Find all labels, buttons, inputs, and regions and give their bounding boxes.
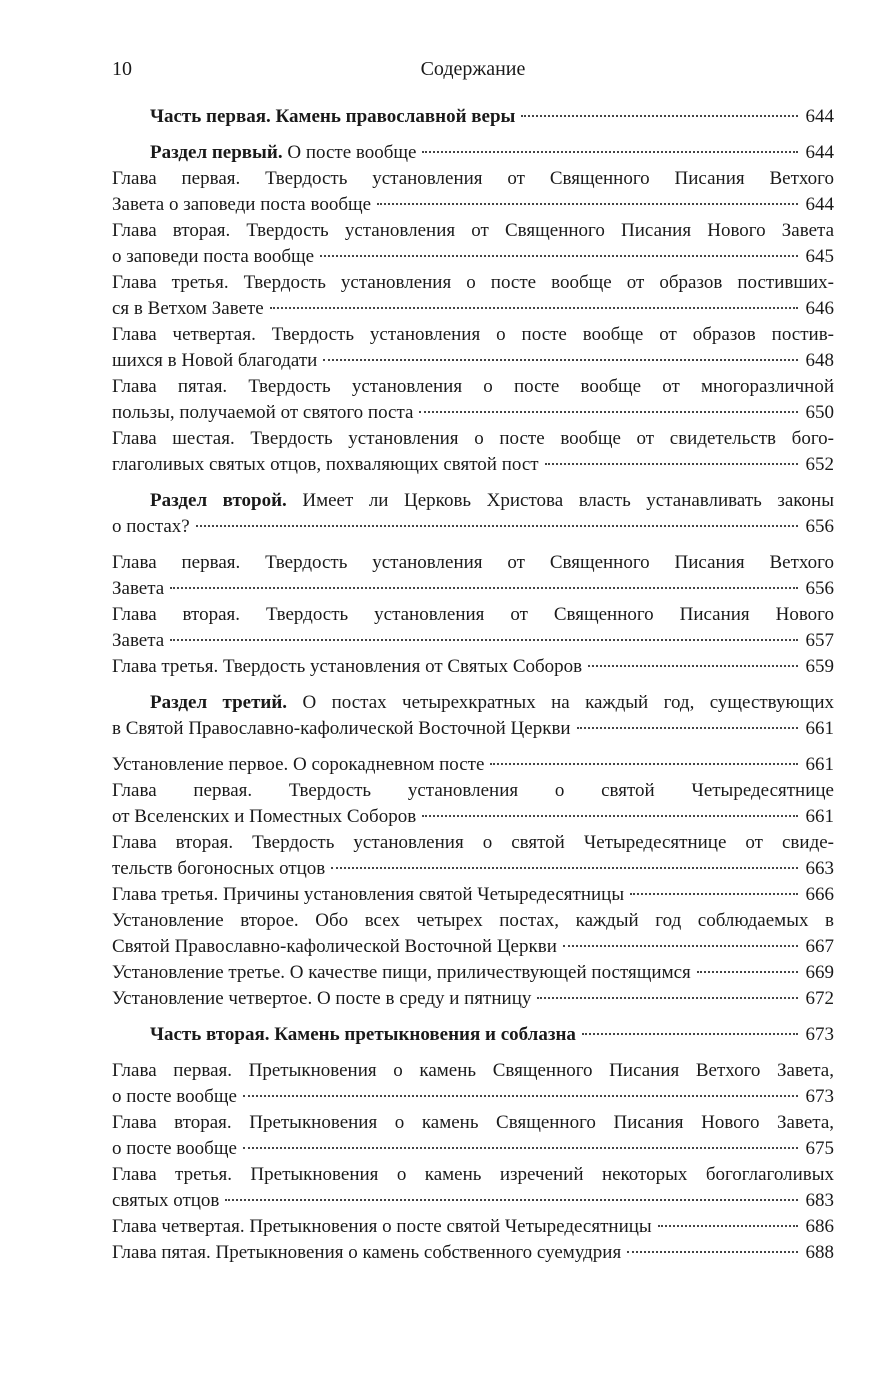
toc-entry-line [112, 778, 834, 804]
toc-entry-text [112, 1112, 834, 1133]
toc-entry-title: Глава вторая. Твердость установления о святой Четыредесятнице от свиде- [112, 832, 834, 853]
dot-leader [243, 1147, 798, 1149]
toc-entry-last-line [112, 752, 834, 778]
toc-entry-text [112, 1214, 652, 1240]
toc-page-number: 648 [805, 350, 834, 371]
toc-entry-text [112, 1164, 834, 1185]
toc-entry-title: Глава третья. Претыкновения о камень изречений некоторых богоглаголивых [112, 1164, 834, 1185]
toc-entry-title: Глава вторая. Претыкновения о камень Священного Писания Нового Завета, [112, 1112, 834, 1133]
toc-entry-title: Глава шестая. Твердость установления о посте вообще от свидетельств бого- [112, 428, 834, 449]
toc-entry-text [112, 1136, 237, 1162]
toc-entry-last-line [112, 400, 834, 426]
page-header [112, 58, 834, 88]
toc-entry-title: Установление четвертое. О посте в среду и пятницу [112, 988, 532, 1009]
toc-entry-title: Завета о заповеди поста вообще [112, 194, 372, 215]
dot-leader [577, 727, 798, 729]
toc-entry-text [112, 244, 314, 270]
dot-leader [323, 359, 798, 361]
toc-entry-text [112, 960, 691, 986]
toc-entry-text [112, 428, 834, 449]
toc-entry-text [150, 104, 515, 130]
toc-entry-last-line [112, 1022, 834, 1048]
toc-entry-title: Имеет ли Церковь Христова власть устанавливать законы [286, 490, 834, 511]
toc-entry-title: пользы, получаемой от святого поста [112, 402, 414, 423]
toc-entry-title: Глава пятая. Твердость установления о посте вообще от многоразличной [112, 376, 834, 397]
toc-entry-last-line [112, 514, 834, 540]
toc-page-number: 669 [805, 962, 834, 983]
toc-entry-line [112, 488, 834, 514]
toc-page-number: 683 [805, 1190, 834, 1211]
toc-entry-title: Глава вторая. Твердость установления от Священного Писания Нового [112, 604, 834, 625]
toc-entry-title: Глава первая. Претыкновения о камень Священного Писания Ветхого Завета, [112, 1060, 834, 1081]
toc-entry-chapter [112, 322, 834, 374]
toc-entry-text [112, 752, 484, 778]
toc-entry-line [112, 426, 834, 452]
toc-page-number: 663 [805, 858, 834, 879]
toc-entry-title: Установление первое. О сорокадневном посте [112, 754, 485, 775]
toc-entry-text [112, 1084, 237, 1110]
toc-entry-text [112, 400, 413, 426]
toc-entry-title: от Вселенских и Поместных Соборов [112, 806, 417, 827]
toc-entry-bold-label: Часть первая. Камень православной веры [150, 106, 516, 127]
toc-entry-line [112, 602, 834, 628]
toc-entry-line [112, 1162, 834, 1188]
toc-entry-text [112, 552, 834, 573]
toc-entry-last-line [112, 1188, 834, 1214]
toc-entry-title: Завета [112, 630, 165, 651]
toc-entry-last-line [112, 244, 834, 270]
dot-leader [521, 115, 798, 117]
toc-entry-text [112, 882, 624, 908]
toc-entry-title: Глава вторая. Твердость установления от Священного Писания Нового Завета [112, 220, 834, 241]
toc-entry-chapter [112, 426, 834, 478]
toc-page-number: 657 [805, 630, 834, 651]
toc-entry-chapter [112, 908, 834, 960]
dot-leader [331, 867, 798, 869]
toc-entry-line [112, 830, 834, 856]
dot-leader [422, 151, 798, 153]
dot-leader [630, 893, 798, 895]
toc-entry-section [112, 140, 834, 166]
toc-page-number: 656 [805, 516, 834, 537]
toc-entry-chapter [112, 1214, 834, 1240]
toc-entry-text [112, 452, 539, 478]
toc-entry-text [112, 934, 557, 960]
toc-entry-chapter [112, 830, 834, 882]
toc-page-number: 661 [805, 754, 834, 775]
toc-page-number: 646 [805, 298, 834, 319]
toc-entry-last-line [112, 1240, 834, 1266]
toc-entry-part [112, 1022, 834, 1048]
toc-entry-last-line [112, 140, 834, 166]
toc-entry-text [112, 324, 834, 345]
toc-page-number: 652 [805, 454, 834, 475]
dot-leader [627, 1251, 798, 1253]
toc-entry-text [112, 192, 371, 218]
dot-leader [270, 307, 798, 309]
toc-page-number: 667 [805, 936, 834, 957]
toc-entry-line [112, 908, 834, 934]
toc-entry-text [112, 1240, 621, 1266]
toc-entry-bold-label: Часть вторая. Камень претыкновения и соблазна [150, 1024, 576, 1045]
toc-entry-chapter [112, 654, 834, 680]
toc-entry-text [112, 220, 834, 241]
toc-entry-text [112, 376, 834, 397]
toc-entry-text [112, 780, 834, 801]
toc-entry-title: Глава пятая. Претыкновения о камень собственного суемудрия [112, 1242, 622, 1263]
toc-entry-section [112, 488, 834, 540]
toc-entry-section [112, 690, 834, 742]
dot-leader [225, 1199, 798, 1201]
toc-page-number: 645 [805, 246, 834, 267]
toc-entry-last-line [112, 654, 834, 680]
dot-leader [490, 763, 798, 765]
dot-leader [582, 1033, 798, 1035]
toc-entry-last-line [112, 934, 834, 960]
toc-entry-title: Глава первая. Твердость установления от Священного Писания Ветхого [112, 552, 834, 573]
dot-leader [563, 945, 798, 947]
dot-leader [588, 665, 798, 667]
toc-entry-title: О посте вообще [282, 142, 417, 163]
toc-entry-last-line [112, 296, 834, 322]
toc-entry-text [112, 910, 834, 931]
toc-entry-bold-label: Раздел третий. [150, 692, 288, 713]
toc-page-number: 661 [805, 806, 834, 827]
toc-entry-text [112, 654, 582, 680]
toc-page-number: 644 [805, 142, 834, 163]
toc-entry-text [112, 832, 834, 853]
toc-entry-line [112, 218, 834, 244]
toc-entry-chapter [112, 1162, 834, 1214]
toc-entry-last-line [112, 1136, 834, 1162]
toc-page-number: 644 [805, 106, 834, 127]
toc-entry-text [112, 514, 190, 540]
toc-entry-chapter [112, 960, 834, 986]
toc-entry-last-line [112, 628, 834, 654]
toc-entry-title: тельств богоносных отцов [112, 858, 326, 879]
toc-entry-bold-label: Раздел первый. [150, 142, 283, 163]
toc-entry-title: ся в Ветхом Завете [112, 298, 264, 319]
toc-entry-title: святых отцов [112, 1190, 220, 1211]
toc-entry-last-line [112, 960, 834, 986]
toc-entry-text [112, 986, 531, 1012]
page-number: 10 [112, 58, 132, 80]
toc-entry-text [112, 804, 416, 830]
toc-entry-title: Глава третья. Твердость установления о посте вообще от образов постивших- [112, 272, 834, 293]
toc-page-number: 661 [805, 718, 834, 739]
toc-entry-line [112, 270, 834, 296]
dot-leader [170, 587, 798, 589]
toc-entry-last-line [112, 856, 834, 882]
toc-entry-title: Глава четвертая. Твердость установления о посте вообще от образов постив- [112, 324, 834, 345]
toc-page-number: 686 [805, 1216, 834, 1237]
toc-entry-title: глаголивых святых отцов, похваляющих святой пост [112, 454, 539, 475]
toc-entry-title: Глава четвертая. Претыкновения о посте святой Четыредесятницы [112, 1216, 652, 1237]
dot-leader [377, 203, 798, 205]
toc-page-number: 656 [805, 578, 834, 599]
toc-entry-chapter [112, 1058, 834, 1110]
toc-entry-line [112, 374, 834, 400]
toc-entry-line [112, 1058, 834, 1084]
toc-entry-last-line [112, 452, 834, 478]
toc-entry-last-line [112, 986, 834, 1012]
toc-entry-text [150, 140, 416, 166]
dot-leader [697, 971, 798, 973]
dot-leader [419, 411, 798, 413]
toc-entry-text [112, 1188, 219, 1214]
toc-entry-text [150, 692, 834, 713]
toc-entry-title: Глава третья. Причины установления святой Четыредесятницы [112, 884, 625, 905]
toc-entry-last-line [112, 804, 834, 830]
toc-entry-last-line [112, 576, 834, 602]
toc-entry-text [112, 296, 264, 322]
toc-entry-last-line [112, 104, 834, 130]
table-of-contents [112, 98, 834, 1266]
dot-leader [320, 255, 798, 257]
toc-entry-chapter [112, 602, 834, 654]
toc-entry-text [112, 1060, 834, 1081]
running-title: Содержание [420, 58, 526, 80]
toc-page-number: 673 [805, 1086, 834, 1107]
toc-entry-line [112, 1110, 834, 1136]
toc-entry-last-line [112, 1214, 834, 1240]
toc-entry-text [112, 272, 834, 293]
toc-entry-line [112, 166, 834, 192]
toc-entry-text [112, 856, 325, 882]
toc-entry-line [112, 690, 834, 716]
toc-page-number: 666 [805, 884, 834, 905]
toc-entry-chapter [112, 1110, 834, 1162]
toc-entry-text [150, 490, 834, 511]
toc-entry-line [112, 322, 834, 348]
toc-entry-last-line [112, 716, 834, 742]
toc-entry-chapter [112, 374, 834, 426]
dot-leader [196, 525, 798, 527]
toc-entry-text [150, 1022, 576, 1048]
dot-leader [658, 1225, 798, 1227]
dot-leader [545, 463, 798, 465]
toc-entry-title: Установление третье. О качестве пищи, приличествующей постящимся [112, 962, 691, 983]
toc-entry-text [112, 168, 834, 189]
toc-entry-line [112, 550, 834, 576]
toc-entry-text [112, 628, 164, 654]
toc-entry-chapter [112, 270, 834, 322]
toc-entry-chapter [112, 986, 834, 1012]
toc-entry-last-line [112, 1084, 834, 1110]
dot-leader [243, 1095, 798, 1097]
toc-page-number: 673 [805, 1024, 834, 1045]
dot-leader [170, 639, 798, 641]
toc-entry-title: Глава первая. Твердость установления о святой Четыредесятнице [112, 780, 834, 801]
toc-entry-title: Завета [112, 578, 165, 599]
toc-entry-title: Установление второе. Обо всех четырех постах, каждый год соблюдаемых в [112, 910, 834, 931]
toc-page-number: 650 [805, 402, 834, 423]
toc-entry-title: О постах четырехкратных на каждый год, существующих [287, 692, 834, 713]
toc-entry-title: о постах? [112, 516, 190, 537]
toc-page-number: 659 [805, 656, 834, 677]
toc-entry-title: Глава первая. Твердость установления от Священного Писания Ветхого [112, 168, 834, 189]
toc-entry-part [112, 104, 834, 130]
toc-entry-last-line [112, 192, 834, 218]
toc-page-number: 672 [805, 988, 834, 1009]
toc-entry-title: о посте вообще [112, 1086, 237, 1107]
toc-entry-text [112, 604, 834, 625]
toc-page-number: 675 [805, 1138, 834, 1159]
toc-entry-text [112, 348, 317, 374]
toc-entry-chapter [112, 752, 834, 778]
toc-entry-title: о посте вообще [112, 1138, 237, 1159]
toc-entry-text [112, 576, 164, 602]
toc-entry-title: в Святой Православно-кафолической Восточной Церкви [112, 718, 571, 739]
toc-entry-last-line [112, 882, 834, 908]
toc-entry-title: Глава третья. Твердость установления от Святых Соборов [112, 656, 583, 677]
toc-entry-title: шихся в Новой благодати [112, 350, 318, 371]
toc-entry-bold-label: Раздел второй. [150, 490, 287, 511]
toc-entry-chapter [112, 778, 834, 830]
toc-entry-last-line [112, 348, 834, 374]
dot-leader [422, 815, 798, 817]
dot-leader [537, 997, 798, 999]
toc-entry-chapter [112, 550, 834, 602]
toc-entry-chapter [112, 1240, 834, 1266]
toc-entry-chapter [112, 166, 834, 218]
toc-entry-title: Святой Православно-кафолической Восточной Церкви [112, 936, 557, 957]
toc-entry-title: о заповеди поста вообще [112, 246, 315, 267]
toc-entry-chapter [112, 882, 834, 908]
toc-page-number: 644 [805, 194, 834, 215]
toc-entry-chapter [112, 218, 834, 270]
toc-page-number: 688 [805, 1242, 834, 1263]
toc-entry-text [112, 716, 571, 742]
